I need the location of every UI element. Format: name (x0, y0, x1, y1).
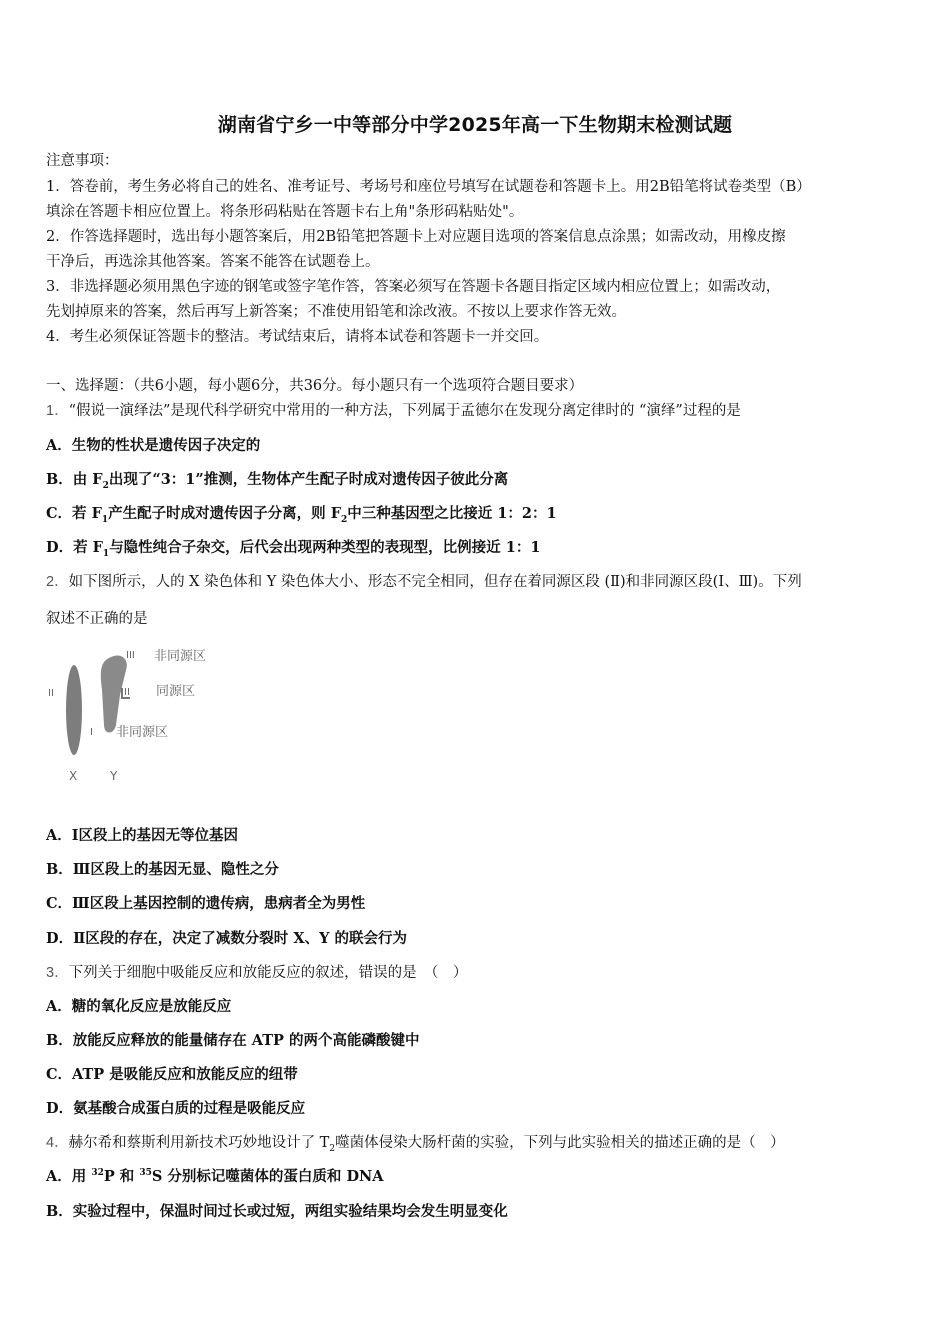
question-text: 下列关于细胞中吸能反应和放能反应的叙述，错误的是 （ ） (68, 965, 468, 981)
question-number: 2． (46, 574, 69, 590)
question-text: 噬菌体侵染大肠杆菌的实验，下列与此实验相关的描述正确的是（ ） (335, 1135, 785, 1151)
label-I: I (90, 727, 93, 738)
notice-line-3: 2．作答选择题时，选出每小题答案后，用2B铅笔把答题卡上对应题目选项的答案信息点涂黑；如需改动，用橡皮擦 (46, 229, 786, 245)
question-2-option-b: B．Ⅲ区段上的基因无显、隐性之分 (46, 861, 279, 878)
x-chromosome-shape (66, 665, 82, 755)
question-3-option-a: A．糖的氧化反应是放能反应 (46, 998, 232, 1015)
option-text: A．用 (46, 1168, 92, 1185)
option-text: 与隐性纯合子杂交，后代会出现两种类型的表现型，比例接近 1：1 (109, 539, 541, 556)
subscript: 2 (102, 480, 109, 491)
notice-heading: 注意事项： (46, 153, 119, 169)
option-text: B．由 F (46, 471, 103, 488)
question-1-option-d (46, 538, 916, 558)
question-number: 3． (46, 965, 69, 981)
question-2-option-c: C．Ⅲ区段上基因控制的遗传病，患病者全为男性 (46, 895, 366, 912)
option-text: 产生配子时成对遗传因子分离，则 F (108, 505, 341, 522)
question-number: 4． (46, 1135, 69, 1151)
subscript: 2 (329, 1143, 336, 1154)
label-X: X (69, 769, 78, 783)
subscript: 1 (101, 514, 109, 525)
option-text: P 和 (103, 1168, 140, 1185)
xy-chromosome-figure (44, 640, 234, 790)
superscript: 35 (139, 1168, 152, 1179)
notice-line-6: 先划掉原来的答案，然后再写上新答案；不准使用铅笔和涂改液。不按以上要求作答无效。 (46, 304, 626, 320)
question-number: 1． (46, 403, 69, 419)
label-Y: Y (110, 769, 118, 783)
question-3-option-c: C．ATP 是吸能反应和放能反应的纽带 (46, 1066, 298, 1083)
option-text: 中三种基因型之比接近 1：2：1 (347, 505, 557, 522)
notice-line-2: 填涂在答题卡相应位置上。将条形码粘贴在答题卡右上角"条形码粘贴处"。 (46, 204, 524, 220)
question-3-option-b: B．放能反应释放的能量储存在 ATP 的两个高能磷酸键中 (46, 1032, 420, 1049)
question-3-option-d: D．氨基酸合成蛋白质的过程是吸能反应 (46, 1100, 306, 1117)
option-text: S 分别标记噬菌体的蛋白质和 DNA (151, 1168, 384, 1185)
question-text: 如下图所示，人的 X 染色体和 Y 染色体大小、形态不完全相同，但存在着同源区段 (Ⅱ)和非同源区段(Ⅰ、Ⅲ)。下列 (68, 574, 802, 590)
option-text: 出现了“3：1”推测，生物体产生配子时成对遗传因子彼此分离 (108, 471, 509, 488)
notice-line-1: 1．答卷前，考生务必将自己的姓名、准考证号、考场号和座位号填写在试题卷和答题卡上。用2B铅笔将试卷类型（B） (46, 179, 811, 195)
question-3-stem (46, 963, 916, 983)
question-1-option-a: A．生物的性状是遗传因子决定的 (46, 437, 261, 454)
label-II-left: II (48, 688, 54, 699)
notice-line-4: 干净后，再选涂其他答案。答案不能答在试题卷上。 (46, 254, 380, 270)
label-II-right: II (124, 687, 130, 698)
question-4-option-a (46, 1167, 916, 1187)
section-heading: 一、选择题：（共6小题，每小题6分，共36分。每小题只有一个选项符合题目要求） (46, 378, 584, 394)
question-2-stem-line-1 (46, 572, 916, 592)
subscript: 1 (102, 548, 110, 559)
question-2-option-d: D．Ⅱ区段的存在，决定了减数分裂时 X、Y 的联会行为 (46, 930, 407, 947)
question-text: “假说一演绎法”是现代科学研究中常用的一种方法，下列属于孟德尔在发现分离定律时的 “演绎”过程的是 (68, 403, 741, 419)
option-text: C．若 F (46, 505, 102, 522)
question-4-stem (46, 1133, 916, 1153)
notice-line-7: 4．考生必须保证答题卡的整洁。考试结束后，请将本试卷和答题卡一并交回。 (46, 329, 549, 345)
question-1-stem (46, 401, 916, 421)
option-text: D．若 F (46, 539, 103, 556)
question-2-option-a: A．Ⅰ区段上的基因无等位基因 (46, 827, 239, 844)
superscript: 32 (91, 1168, 104, 1179)
question-4-option-b: B．实验过程中，保温时间过长或过短，两组实验结果均会发生明显变化 (46, 1203, 508, 1220)
question-2-stem-line-2: 叙述不正确的是 (46, 611, 148, 627)
label-homologous: 同源区 (156, 684, 196, 699)
question-1-option-c (46, 504, 916, 524)
notice-line-5: 3．非选择题必须用黑色字迹的钢笔或签字笔作答，答案必须写在答题卡各题目指定区域内相应位置上；如需改动， (46, 279, 781, 295)
exam-title: 湖南省宁乡一中等部分中学2025年高一下生物期末检测试题 (217, 114, 733, 136)
subscript: 2 (341, 514, 348, 525)
question-1-option-b (46, 470, 916, 490)
label-nonhomologous-top: 非同源区 (154, 649, 207, 664)
question-text: 赫尔希和蔡斯利用新技术巧妙地设计了 T (68, 1135, 330, 1151)
label-nonhomologous-bottom: 非同源区 (116, 725, 169, 740)
label-III: III (126, 650, 135, 661)
